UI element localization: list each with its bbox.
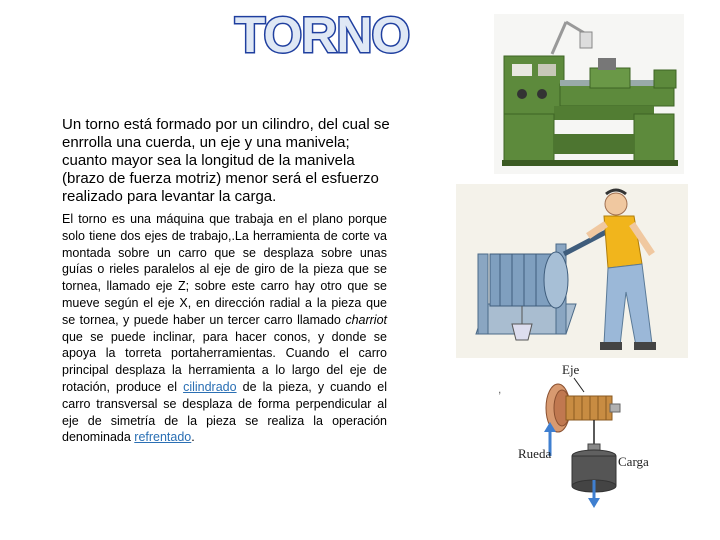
page-title-text: TORNO (234, 7, 410, 63)
eje-label: Eje (562, 362, 580, 377)
carga-label: Carga (618, 454, 649, 469)
body-text-part4: . (191, 430, 195, 445)
refrentado-link[interactable]: refrentado (134, 430, 192, 445)
wheel-axle-diagram (510, 360, 670, 510)
page-title (234, 6, 410, 63)
body-text-part3: de la pieza, y cuando el carro transversal se desplaza de forma perpendicular al eje de simetría de la pieza se realiza la operación denominada (62, 379, 387, 445)
winch-operator-image (456, 184, 688, 358)
body-text-part2: que se puede inclinar, para hacer conos, y donde se apoya la torreta portaherramientas. Cuando el carro principal desplaza la herramienta a lo largo del eje de rotación, produce el (62, 329, 387, 394)
lathe-machine-image (494, 14, 684, 174)
cilindrado-link[interactable]: cilindrado (183, 379, 237, 394)
intro-paragraph: Un torno está formado por un cilindro, del cual se enrrolla una cuerda, un eje y una manivela; cuanto mayor sea la longitud de la manivela (brazo de fuerza motriz) menor será el esfuerzo realizado para levantar la carga. (62, 116, 390, 205)
body-text-part1: El torno es una máquina que trabaja en el plano porque solo tiene dos ejes de trabajo,.La herramienta de corte va montada sobre un carro que se desplaza sobre unas guías o rieles paralelos al eje de giro de la pieza que se tornea, llamado eje Z; sobre este carro hay otro que se mueve según el eje X, en dirección radial a la pieza que se tornea, y puede haber un tercer carro llamado (62, 212, 387, 327)
rueda-label: Rueda (518, 446, 552, 461)
stray-mark: , (498, 382, 502, 396)
body-paragraph (62, 211, 387, 446)
charriot-term: charriot (345, 312, 387, 327)
